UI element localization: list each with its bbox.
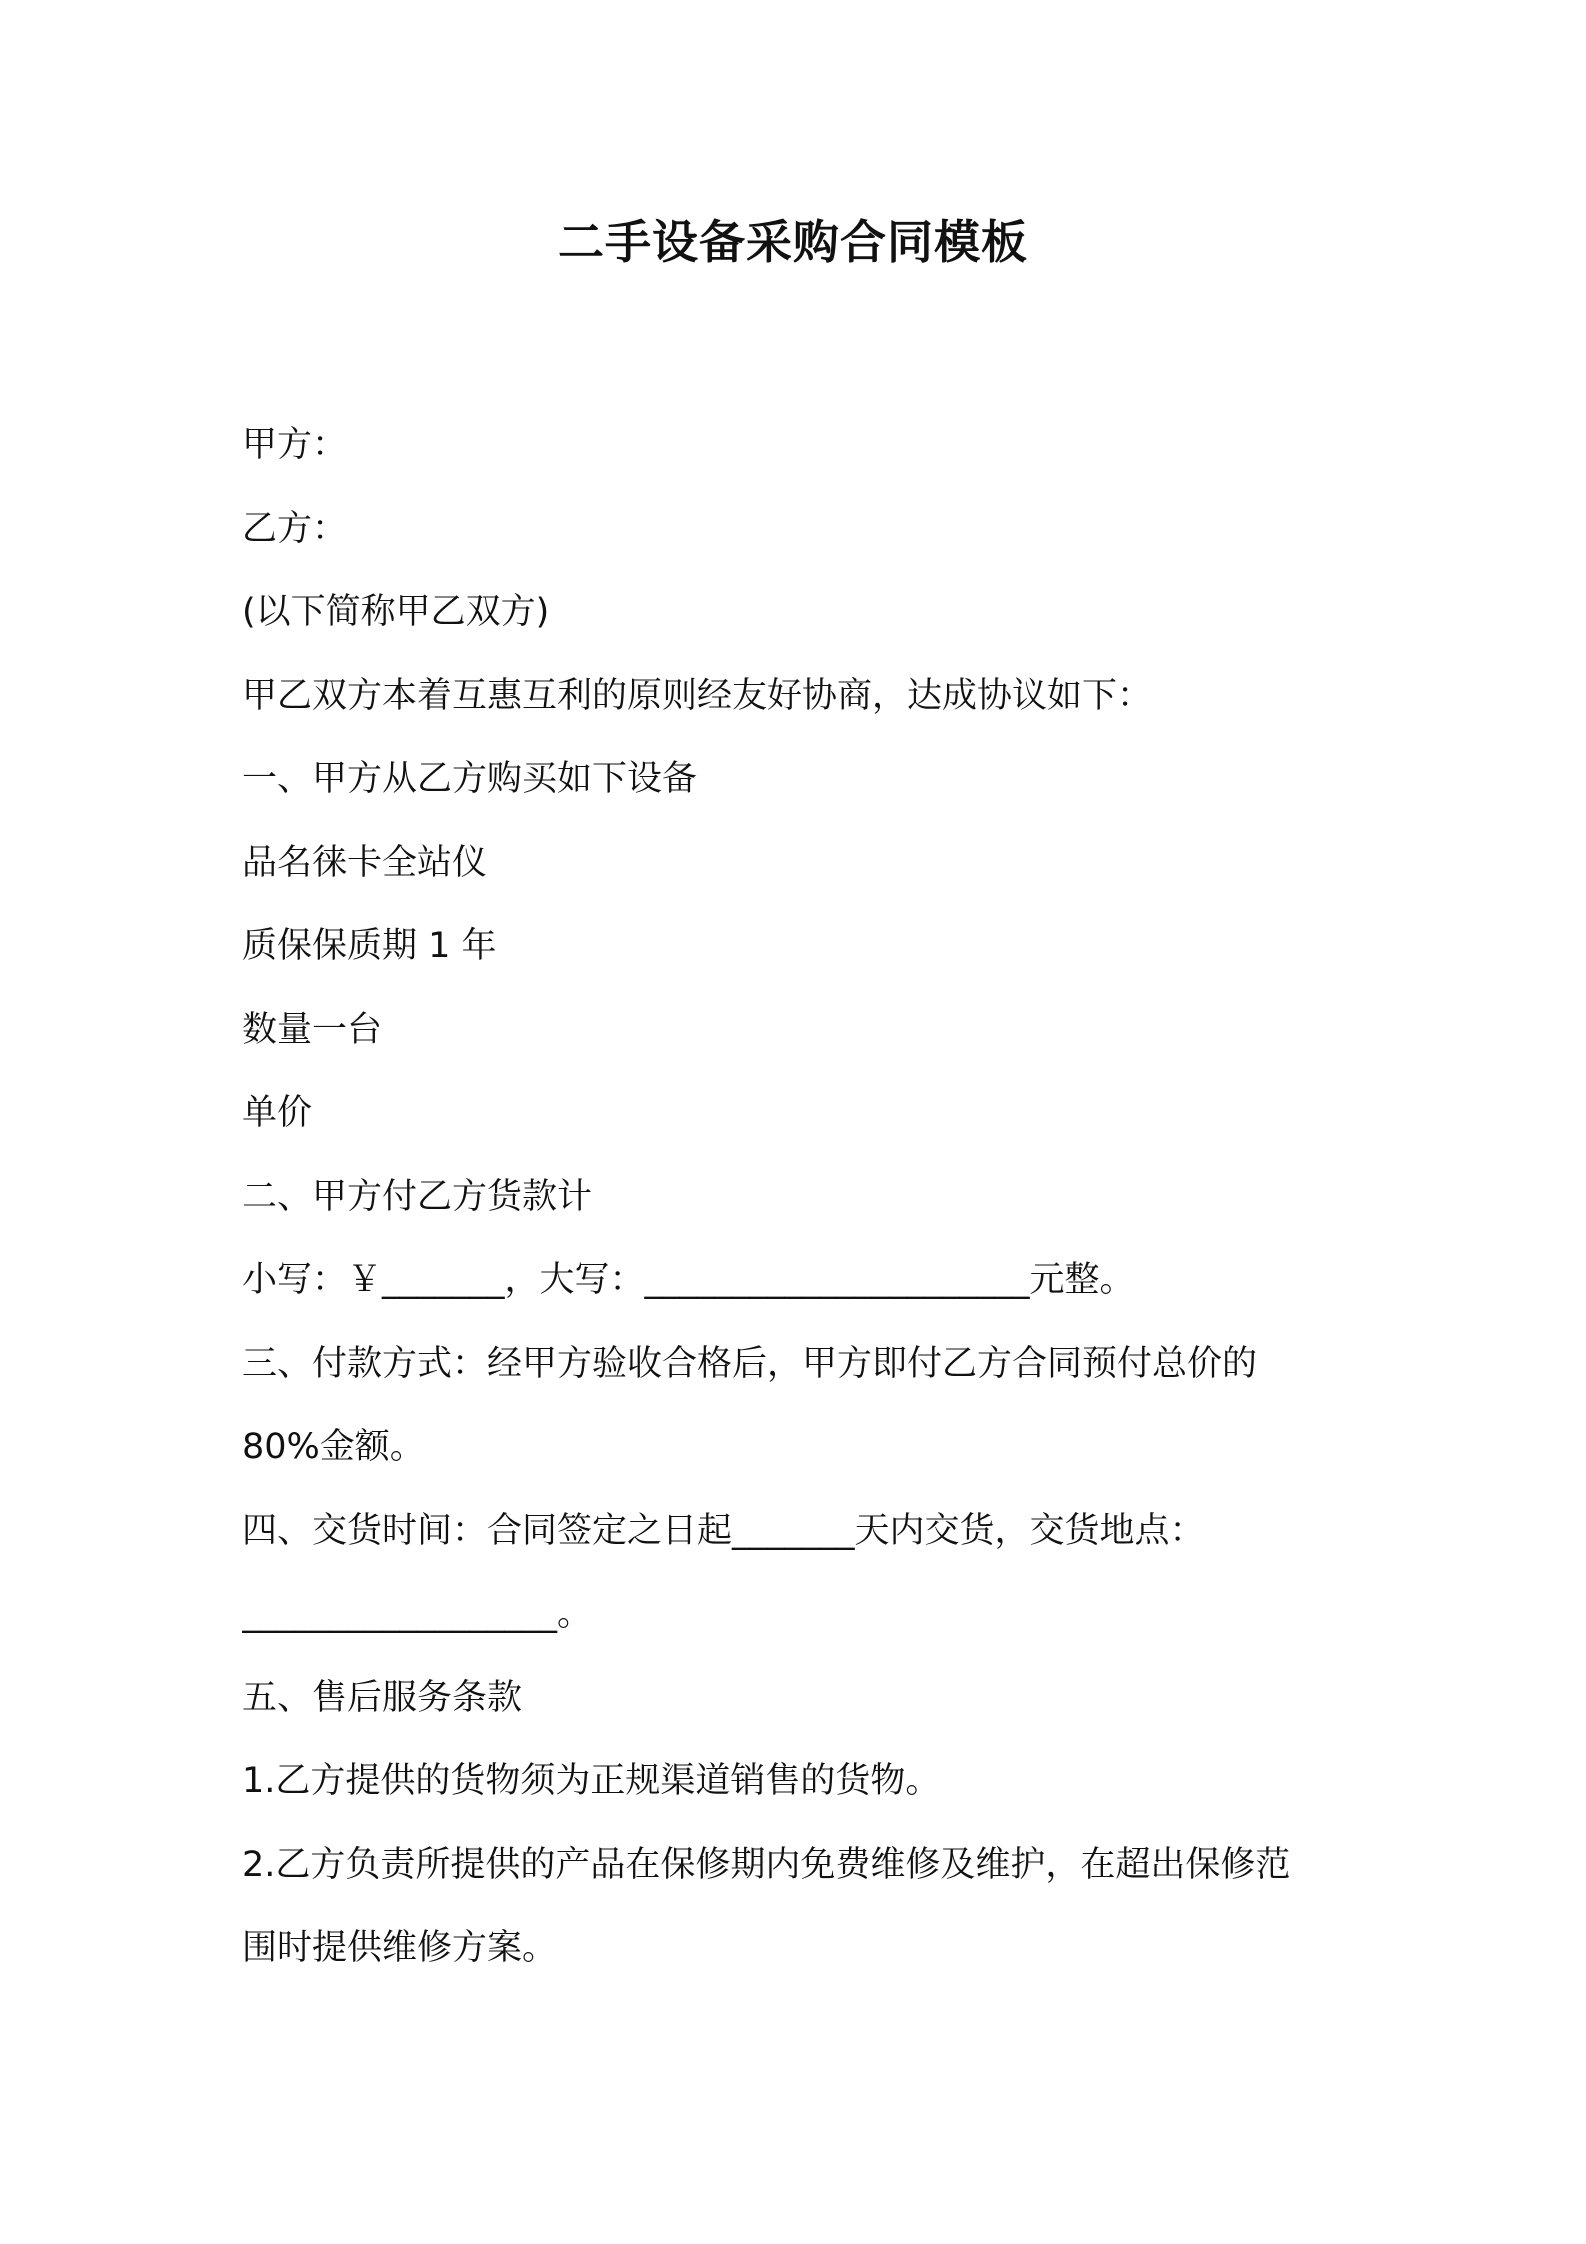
party-a-line: 甲方：: [242, 425, 348, 465]
parties-abbreviation-line: (以下简称甲乙双方): [242, 592, 550, 632]
agreement-intro-line: 甲乙双方本着互惠互利的原则经友好协商，达成协议如下：: [242, 675, 1153, 716]
warranty-period-line: 质保保质期 1 年: [242, 926, 497, 966]
payment-amount-line: 小写：￥_______，大写：______________________元整。: [242, 1260, 1135, 1300]
quantity-line: 数量一台: [242, 1009, 383, 1050]
section-2-heading: 二、甲方付乙方货款计: [242, 1176, 593, 1217]
after-sales-clause-2: 2.乙方负责所提供的产品在保修期内免费维修及维护，在超出保修范: [242, 1844, 1291, 1885]
after-sales-clause-2-continuation: 围时提供维修方案。: [242, 1928, 558, 1968]
section-3-continuation: 80%金额。: [242, 1427, 425, 1467]
section-5-heading: 五、售后服务条款: [242, 1677, 523, 1718]
product-name-line: 品名徕卡全站仪: [242, 842, 488, 883]
unit-price-line: 单价: [242, 1093, 313, 1133]
section-1-heading: 一、甲方从乙方购买如下设备: [242, 759, 698, 799]
contract-body: [242, 404, 1372, 1991]
after-sales-clause-1: 1.乙方提供的货物须为正规渠道销售的货物。: [242, 1761, 941, 1801]
delivery-location-blank: __________________。: [242, 1594, 593, 1634]
party-b-line: 乙方：: [242, 508, 348, 549]
section-4-delivery-time: 四、交货时间：合同签定之日起_______天内交货，交货地点：: [242, 1510, 1205, 1551]
section-3-payment-method: 三、付款方式：经甲方验收合格后，甲方即付乙方合同预付总价的: [242, 1343, 1258, 1384]
document-title: 二手设备采购合同模板: [558, 215, 1028, 269]
